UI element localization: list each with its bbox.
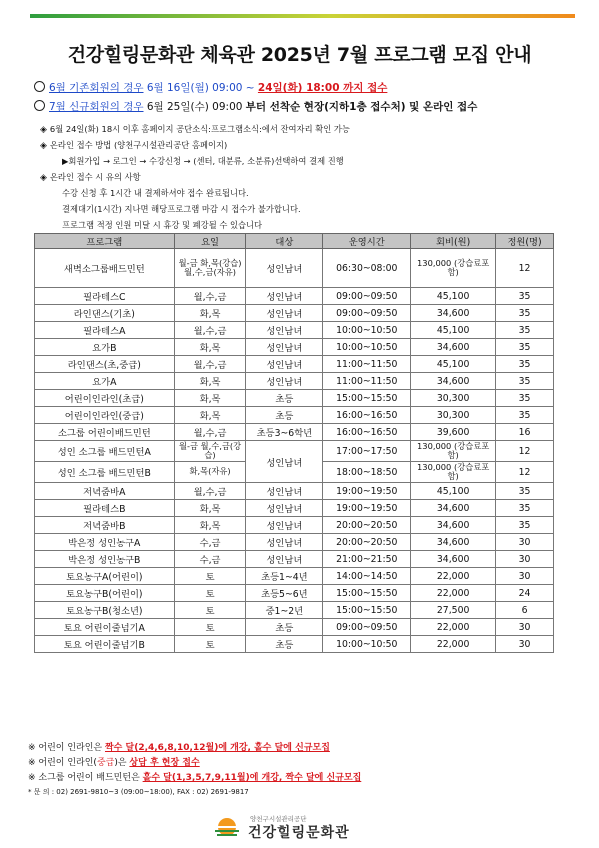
table-row (35, 373, 554, 390)
caution-line-1: 수강 신청 후 1시간 내 결제하셔야 접수 완료됩니다. (62, 188, 249, 198)
cell-fee: 30,300 (411, 407, 496, 424)
cell-day: 화,목 (174, 517, 246, 534)
cell-time: 11:00~11:50 (323, 373, 411, 390)
cell-fee: 30,300 (411, 390, 496, 407)
table-row (35, 249, 554, 288)
cell-day: 수,금 (174, 534, 246, 551)
cell-target: 중1~2년 (246, 602, 323, 619)
online-method-steps: ▶회원가입 → 로그인 → 수강신청 → (센터, 대분류, 소분류)선택하여 결제 진행 (62, 156, 344, 166)
cell-fee: 22,000 (411, 568, 496, 585)
cell-fee: 27,500 (411, 602, 496, 619)
cell-capacity: 35 (496, 407, 554, 424)
cell-program: 어린이인라인(초급) (35, 390, 175, 407)
cell-program: 성인 소그룹 배드민턴B (35, 462, 175, 483)
cell-capacity: 35 (496, 517, 554, 534)
cell-target: 성인남녀 (246, 373, 323, 390)
note-inline-intermediate: ※ 어린이 인라인(중급)은 상담 후 현장 접수 (28, 758, 200, 768)
diamond-bullet-icon: ◈ (40, 141, 47, 151)
cell-time: 16:00~16:50 (323, 424, 411, 441)
cell-target: 성인남녀 (246, 339, 323, 356)
cell-fee: 34,600 (411, 517, 496, 534)
cell-time: 10:00~10:50 (323, 322, 411, 339)
cell-capacity: 35 (496, 373, 554, 390)
diamond-bullet-icon: ◈ (40, 125, 47, 135)
cell-capacity: 24 (496, 585, 554, 602)
cell-program: 라인댄스(기초) (35, 305, 175, 322)
cell-program: 새벽소그룹배드민턴 (35, 249, 175, 288)
note-badminton-schedule: ※ 소그룹 어린이 배드민턴은 홀수 달(1,3,5,7,9,11월)에 개강, 짝수 달에 신규모집 (28, 773, 362, 783)
cell-program: 요가B (35, 339, 175, 356)
cell-capacity: 6 (496, 602, 554, 619)
cell-day: 월,수,금 (174, 424, 246, 441)
table-row (35, 322, 554, 339)
cell-time: 09:00~09:50 (323, 288, 411, 305)
table-row (35, 390, 554, 407)
bullet-remaining-seats: ◈ 6월 24일(화) 18시 이후 홈페이지 공단소식:프로그램소식:에서 잔여자리 확인 가능 (40, 124, 350, 135)
cell-day: 화,목 (174, 390, 246, 407)
cell-program: 박은정 성인농구B (35, 551, 175, 568)
contact-info: * 문 의 : 02) 2691-9810~3 (09:00~18:00), FAX : 02) 2691-9817 (28, 788, 249, 796)
cell-program: 필라테스A (35, 322, 175, 339)
cell-fee: 34,600 (411, 373, 496, 390)
cell-program: 토요농구B(어린이) (35, 585, 175, 602)
cell-time: 15:00~15:50 (323, 602, 411, 619)
table-row (35, 636, 554, 653)
column-header-time: 운영시간 (323, 234, 411, 249)
table-row (35, 407, 554, 424)
cell-fee: 45,100 (411, 483, 496, 500)
cell-target: 초등1~4년 (246, 568, 323, 585)
cell-target: 성인남녀 (246, 551, 323, 568)
cell-program: 필라테스B (35, 500, 175, 517)
table-row (35, 551, 554, 568)
cell-program: 저녁줌바A (35, 483, 175, 500)
cell-day: 수,금 (174, 551, 246, 568)
cell-target: 초등 (246, 407, 323, 424)
cell-capacity: 30 (496, 534, 554, 551)
circle-bullet-icon (34, 81, 45, 92)
cell-time: 09:00~09:50 (323, 619, 411, 636)
cell-target: 성인남녀 (246, 249, 323, 288)
cell-fee: 34,600 (411, 339, 496, 356)
cell-fee: 34,600 (411, 551, 496, 568)
cell-target: 성인남녀 (246, 305, 323, 322)
table-row (35, 441, 554, 462)
cell-time: 16:00~16:50 (323, 407, 411, 424)
cell-target: 초등 (246, 619, 323, 636)
column-header-capacity: 정원(명) (496, 234, 554, 249)
cell-target: 성인남녀 (246, 517, 323, 534)
cell-program: 필라테스C (35, 288, 175, 305)
cell-program: 저녁줌바B (35, 517, 175, 534)
logo-subtitle: 양천구시설관리공단 (250, 815, 307, 823)
cell-capacity: 35 (496, 483, 554, 500)
cell-fee: 130,000 (강습료포함) (411, 249, 496, 288)
cell-program: 토요 어린이줄넘기B (35, 636, 175, 653)
cell-program: 박은정 성인농구A (35, 534, 175, 551)
cell-capacity: 12 (496, 249, 554, 288)
cell-day: 토 (174, 602, 246, 619)
table-row (35, 288, 554, 305)
cell-day: 화,목 (174, 305, 246, 322)
caution-line-2: 결제대기(1시간) 지나면 해당프로그램 마감 시 접수가 불가합니다. (62, 204, 301, 214)
cell-time: 11:00~11:50 (323, 356, 411, 373)
cell-time: 10:00~10:50 (323, 339, 411, 356)
cell-capacity: 12 (496, 462, 554, 483)
top-gradient-bar (30, 14, 575, 18)
cell-day: 화,목 (174, 373, 246, 390)
cell-capacity: 30 (496, 636, 554, 653)
cell-target: 초등 (246, 636, 323, 653)
cell-time: 10:00~10:50 (323, 636, 411, 653)
cell-fee: 45,100 (411, 322, 496, 339)
cell-time: 20:00~20:50 (323, 534, 411, 551)
cell-capacity: 35 (496, 322, 554, 339)
cell-time: 19:00~19:50 (323, 500, 411, 517)
cell-time: 09:00~09:50 (323, 305, 411, 322)
cell-target: 초등3~6학년 (246, 424, 323, 441)
cell-target: 성인남녀 (246, 483, 323, 500)
table-row (35, 602, 554, 619)
cell-target: 성인남녀 (246, 500, 323, 517)
notice-existing-members: 6월 기존회원의 경우 6월 16일(월) 09:00 ~ 24일(화) 18:00 까지 접수 (34, 80, 387, 95)
cell-day: 토 (174, 568, 246, 585)
cell-fee: 34,600 (411, 305, 496, 322)
cell-program: 토요 어린이줄넘기A (35, 619, 175, 636)
cell-program: 토요농구B(청소년) (35, 602, 175, 619)
cell-time: 18:00~18:50 (323, 462, 411, 483)
cell-fee: 22,000 (411, 619, 496, 636)
column-header-day: 요일 (174, 234, 246, 249)
bullet-online-cautions: ◈ 온라인 접수 시 유의 사항 (40, 172, 141, 183)
sunrise-logo-icon (212, 814, 242, 838)
cell-day: 월-금 화,목(강습) 월,수,금(자유) (174, 249, 246, 288)
column-header-fee: 회비(원) (411, 234, 496, 249)
cell-day: 월,수,금 (174, 322, 246, 339)
caution-line-3: 프로그램 적정 인원 미달 시 휴강 및 폐강될 수 있습니다 (62, 220, 263, 230)
program-table (34, 233, 554, 653)
cell-day: 토 (174, 585, 246, 602)
cell-target: 성인남녀 (246, 356, 323, 373)
table-row (35, 500, 554, 517)
cell-day: 화,목 (174, 407, 246, 424)
column-header-target: 대상 (246, 234, 323, 249)
cell-target: 초등5~6년 (246, 585, 323, 602)
cell-capacity: 35 (496, 500, 554, 517)
bullet-online-method: ◈ 온라인 접수 방법 (양천구시설관리공단 홈페이지) (40, 140, 228, 151)
cell-capacity: 35 (496, 390, 554, 407)
cell-time: 15:00~15:50 (323, 585, 411, 602)
column-header-program: 프로그램 (35, 234, 175, 249)
cell-program: 토요농구A(어린이) (35, 568, 175, 585)
table-row (35, 483, 554, 500)
cell-day: 월,수,금 (174, 356, 246, 373)
cell-capacity: 16 (496, 424, 554, 441)
cell-time: 17:00~17:50 (323, 441, 411, 462)
cell-time: 14:00~14:50 (323, 568, 411, 585)
cell-capacity: 12 (496, 441, 554, 462)
table-row (35, 424, 554, 441)
circle-bullet-icon (34, 100, 45, 111)
cell-fee: 45,100 (411, 356, 496, 373)
cell-day: 토 (174, 636, 246, 653)
cell-fee: 34,600 (411, 500, 496, 517)
cell-day: 월-금 월,수,금(강습) (174, 441, 246, 462)
cell-target: 초등 (246, 390, 323, 407)
table-row (35, 619, 554, 636)
page-title: 건강힐링문화관 체육관 2025년 7월 프로그램 모집 안내 (67, 44, 532, 66)
cell-day: 토 (174, 619, 246, 636)
cell-program: 어린이인라인(중급) (35, 407, 175, 424)
organization-logo (212, 812, 402, 840)
cell-time: 20:00~20:50 (323, 517, 411, 534)
table-row (35, 305, 554, 322)
cell-capacity: 35 (496, 305, 554, 322)
cell-fee: 130,000 (강습료포함) (411, 441, 496, 462)
table-row (35, 339, 554, 356)
cell-day: 화,목(자유) (174, 462, 246, 483)
table-row (35, 534, 554, 551)
cell-fee: 130,000 (강습료포함) (411, 462, 496, 483)
note-inline-schedule: ※ 어린이 인라인은 짝수 달(2,4,6,8,10,12월)에 개강, 홀수 달에 신규모집 (28, 743, 330, 753)
cell-program: 소그룹 어린이배드민턴 (35, 424, 175, 441)
cell-fee: 22,000 (411, 636, 496, 653)
cell-day: 화,목 (174, 500, 246, 517)
cell-target: 성인남녀 (246, 534, 323, 551)
cell-day: 월,수,금 (174, 288, 246, 305)
cell-capacity: 35 (496, 288, 554, 305)
cell-fee: 39,600 (411, 424, 496, 441)
cell-time: 19:00~19:50 (323, 483, 411, 500)
notice-new-members: 7월 신규회원의 경우 6월 25일(수) 09:00 부터 선착순 현장(지하1층 접수처) 및 온라인 접수 (34, 99, 477, 114)
cell-day: 월,수,금 (174, 483, 246, 500)
cell-time: 21:00~21:50 (323, 551, 411, 568)
cell-capacity: 35 (496, 356, 554, 373)
cell-capacity: 35 (496, 339, 554, 356)
table-header-row (35, 234, 554, 249)
cell-capacity: 30 (496, 568, 554, 585)
cell-capacity: 30 (496, 551, 554, 568)
table-row (35, 517, 554, 534)
logo-title: 건강힐링문화관 (248, 825, 350, 841)
cell-time: 06:30~08:00 (323, 249, 411, 288)
cell-program: 성인 소그룹 배드민턴A (35, 441, 175, 462)
cell-day: 화,목 (174, 339, 246, 356)
cell-target: 성인남녀 (246, 322, 323, 339)
table-row (35, 356, 554, 373)
cell-capacity: 30 (496, 619, 554, 636)
diamond-bullet-icon: ◈ (40, 173, 47, 183)
cell-fee: 22,000 (411, 585, 496, 602)
cell-program: 요가A (35, 373, 175, 390)
table-row (35, 585, 554, 602)
cell-target: 성인남녀 (246, 288, 323, 305)
cell-program: 라인댄스(초,중급) (35, 356, 175, 373)
cell-fee: 45,100 (411, 288, 496, 305)
cell-target: 성인남녀 (246, 441, 323, 483)
table-row (35, 568, 554, 585)
cell-fee: 34,600 (411, 534, 496, 551)
cell-time: 15:00~15:50 (323, 390, 411, 407)
